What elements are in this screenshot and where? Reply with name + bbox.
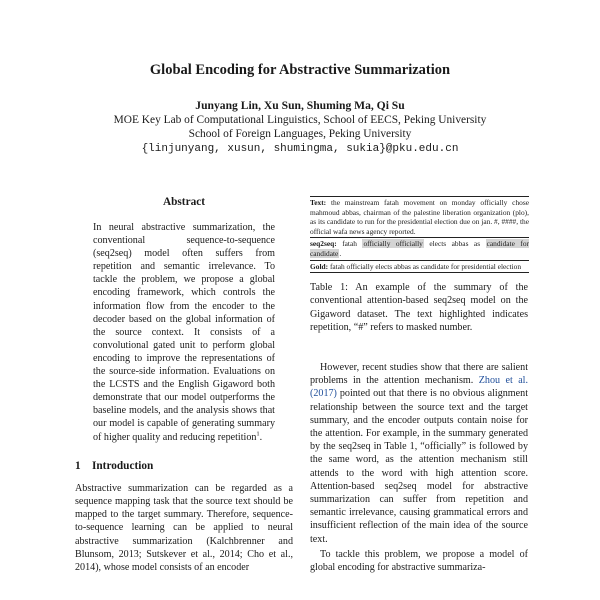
section-title: Introduction [92,459,154,472]
paragraph-text: However, recent studies show that there are salient problems in the attention mechanism. [310,361,528,387]
table-label-text: Text: [310,198,327,207]
abstract-heading: Abstract [162,196,206,208]
body-paragraph [310,361,528,546]
table-row-seq2seq [310,237,529,259]
section-heading-introduction [75,460,293,472]
affiliation-eecs: MOE Key Lab of Computational Linguistics, School of EECS, Peking University [113,114,487,126]
table-caption: Table 1: An example of the summary of the conventional attention-based seq2seq model on the Gigaword dataset. The text highlighted indicates repetition, “#” refers to masked number. [310,282,528,333]
left-column [75,196,293,575]
abstract-body: In neural abstractive summarization, the conventional sequence-to-sequence (seq2seq) model often suffers from repetition and semantic irrelevance. To tackle the problem, we propose a global encoding framework, which controls the information flow from the encoder to the decoder based on the global information of the source context. It consists of a convolutional gated unit to perform global encoding to improve the representations of the source-side information. Evaluations on the LCSTS and the English Gigaword both demonstrate that our model outperforms the baseline models, and the analysis shows that our model is capable of generating summary of higher quality and reducing repetition$^1$. [93,222,275,443]
affiliation-foreign-languages: School of Foreign Languages, Peking University [188,128,412,140]
author-emails: {linjunyang, xusun, shumingma, sukia}@pku.edu.cn [141,143,459,155]
table-source-text: the mainstream fatah movement on monday officially chose mahmoud abbas, chairman of the palestine liberation organization (plo), as its candidate to run for the presidential election due on jan. #, ####, the official wafa news agency reported. [310,198,529,236]
paragraph-text: pointed out that there is no obvious alignment relationship between the source text and the target summary, and the encoder outputs contain noise for the attention. For example, in the summary generated by the seq2seq in Table 1, “officially” is followed by the same word, as the attention mechanism still attends to the word with high attention score. Attention-based seq2seq model for abstractive summarization can suffer from repetition and semantic irrelevance, causing grammatical errors and insufficient reflection of the main idea of the source text. [310,388,528,545]
table-label-seq2seq: seq2seq: [310,239,337,249]
seq2seq-word: fatah [342,239,357,249]
table-row-text [310,196,529,237]
repetition-highlight: candidate for candidate [310,239,529,258]
introduction-body: Abstractive summarization can be regarded as a sequence mapping task that the source text should be mapped to the target summary. Therefore, sequence-to-sequence learning can be applied to neural abstractive summarization (Kalchbrenner and Blunsom, 2013; Sutskever et al., 2014; Cho et al., 2014), whose model consists of an encoder [75,482,293,574]
section-number: 1 [75,459,81,472]
body-paragraph: To tackle this problem, we propose a model of global encoding for abstractive summariza- [310,548,528,574]
right-column [310,196,528,574]
table-row-gold [310,260,529,274]
seq2seq-period: . [339,248,342,258]
abstract-text: In neural abstractive summarization, the conventional sequence-to-sequence (seq2seq) model often suffers from repetition and semantic irrelevance. To tackle the problem, we propose a global encoding framework, which controls the information flow from the encoder to the decoder based on the global information of the source context. It consists of a convolutional gated unit to perform global encoding to improve the representations of the source-side information. Evaluations on the LCSTS and the English Gigaword both demonstrate that our model outperforms the baseline models, and the analysis shows that our model is capable of generating summary of higher quality and reducing repetition [93,222,275,443]
paper-title: Global Encoding for Abstractive Summarization [149,62,451,78]
footnote-marker[interactable]: 1 [256,430,260,438]
table-1 [310,196,529,273]
table-gold-summary: fatah officially elects abbas as candidate for presidential election [329,261,522,271]
citation-link[interactable]: Zhou et al. (2017) [310,375,528,400]
seq2seq-word: elects abbas as [429,239,481,249]
author-list: Junyang Lin, Xu Sun, Shuming Ma, Qi Su [195,99,405,112]
repetition-highlight: officially officially [363,239,423,249]
table-label-gold: Gold: [310,261,329,271]
